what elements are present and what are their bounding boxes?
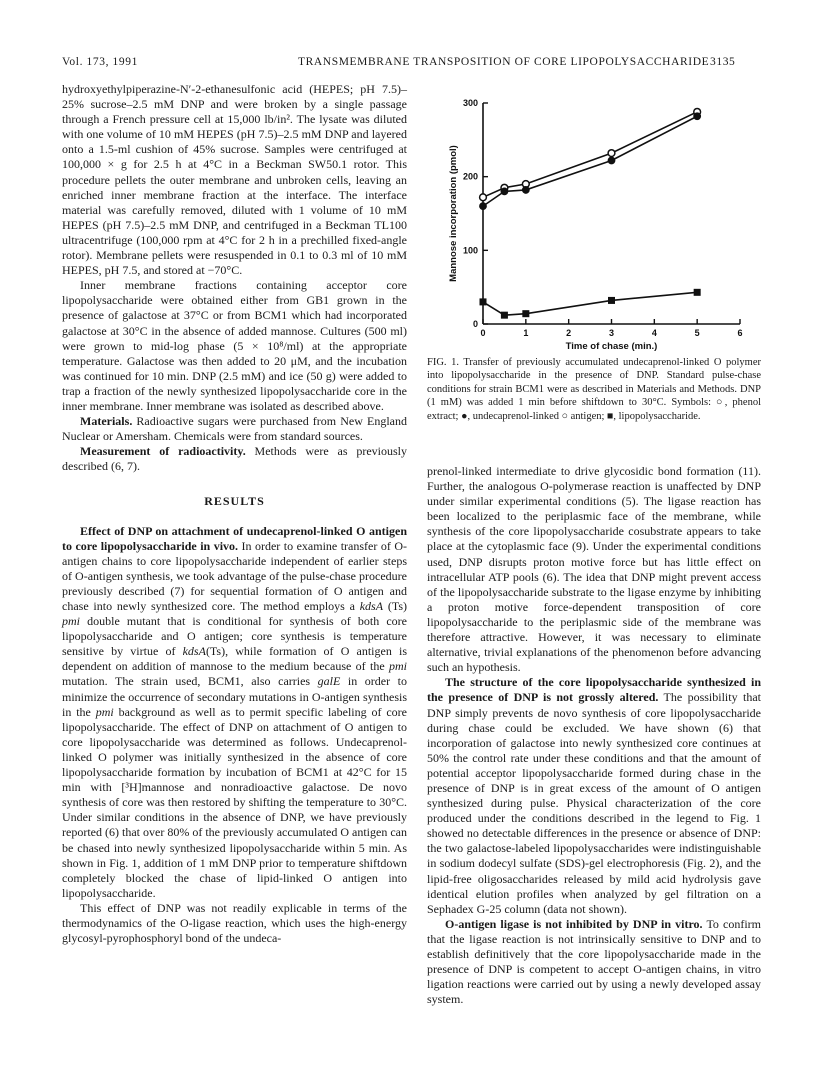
materials-heading: Materials. <box>80 414 133 429</box>
data-point-filled-circle <box>694 113 701 120</box>
structure-heading: The structure of the core lipopolysaccharide synthesized in the presence of DNP is not grossly altered. <box>427 675 761 705</box>
data-point-filled-square <box>522 310 529 317</box>
gene-name: pmi <box>62 614 80 629</box>
volume-label: Vol. 173, 1991 <box>62 56 138 68</box>
results-text: (Ts) <box>383 599 407 613</box>
results-paragraph-2: This effect of DNP was not readily explicable in terms of the thermodynamics of the O-ligase reaction, which uses the high-energy glycosyl-pyrophosphoryl bond of the undeca- <box>62 900 407 946</box>
gene-name: kdsA <box>182 644 206 659</box>
results-text: In order to examine transfer of O-antigen chains to core lipopolysaccharide independent of earlier steps of O-antigen synthesis, we took advantage of the pulse-chase procedure previously described (7) for sequential formation of O antigen and chase into newly synthesized core. The method employs a <box>62 538 407 613</box>
figure-1 <box>420 88 760 368</box>
y-tick-label: 0 <box>472 319 478 329</box>
data-point-open-circle <box>480 194 487 201</box>
structure-text: The possibility that DNP simply prevents de novo synthesis of core lipopolysaccharide during chase could be excluded. We have shown (6) that incorporation of galactose into newly synthesized core continues at 50% the control rate under these conditions and that the amount of potential acceptor lipopolysaccharide formed during chase in the presence of DNP is in great excess of the amount of O antigen synthesized during pulse. Physical characterization of the core produced under the conditions described in the legend to Fig. 1 showed no detectable differences in the presence or absence of DNP: the two galactose-labeled lipopolysaccharides were indistinguishable in sodium dodecyl sulfate (SDS)-gel electrophoresis (Fig. 2), and the lipid-free oligosaccharides released by mild acid hydrolysis gave identical elution profiles when analyzed by gel filtration on a Sephadex G-25 column (data not shown). <box>427 690 761 916</box>
data-point-filled-square <box>608 297 615 304</box>
radioactivity-paragraph <box>62 444 407 474</box>
x-tick-label: 5 <box>694 328 700 338</box>
x-tick-label: 1 <box>523 328 529 338</box>
page-number: 3135 <box>710 56 736 68</box>
left-column <box>62 82 407 946</box>
data-point-filled-square <box>501 312 508 319</box>
y-tick-label: 200 <box>462 171 478 182</box>
methods-paragraph-2: Inner membrane fractions containing acceptor core lipopolysaccharide were obtained either from GB1 grown in the presence of galactose at 37°C or from BCM1 which had incorporated galactose at 30°C in the absence of added mannose. Cultures (500 ml) were grown to mid-log phase (5 × 10⁸/ml) at the appropriate temperature. Galactose was then added to 20 μM, and the incubation was continued for 10 min. DNP (2.5 mM) and ice (50 g) were added to trap a fraction of the newly synthesized lipopolysaccharide core in the inner membrane. Inner membrane was isolated as described above. <box>62 278 407 413</box>
results-text: background as well as to permit specific labeling of core lipopolysaccharide. The effect of DNP on attachment of O antigen to core lipopolysaccharide was determined as follows. Undecaprenol-linked O polymer was initially synthesized in the absence of core lipopolysaccharide formation by incubation of BCM1 at 42°C for 15 min with [³H]mannose and nonradioactive galactose. De novo synthesis of core was then restored by shifting the temperature to 30°C. Under similar conditions in the absence of DNP, we have previously reported (6) that over 80% of the previously accumulated O antigen can be chased into newly synthesized lipopolysaccharide within 5 min. As shown in Fig. 1, addition of 1 mM DNP prior to temperature shiftdown completely blocked the chase of lipid-linked O antigen into lipopolysaccharide. <box>62 704 407 900</box>
series-line <box>483 292 697 315</box>
results-text: (Ts), while formation of O antigen is dependent on addition of mannose to the medium because of the <box>62 644 407 674</box>
x-tick-label: 6 <box>737 328 743 338</box>
data-point-filled-circle <box>501 188 508 195</box>
x-axis-label: Time of chase (min.) <box>565 341 658 352</box>
results-text: mutation. The strain used, BCM1, also carries <box>62 674 318 689</box>
right-paragraph-3 <box>427 917 761 1008</box>
gene-name: kdsA <box>359 599 384 613</box>
data-point-filled-circle <box>480 203 487 210</box>
results-paragraph-1 <box>62 524 407 901</box>
running-title: TRANSMEMBRANE TRANSPOSITION OF CORE LIPOPOLYSACCHARIDE <box>298 56 710 68</box>
dnp-effect-heading: Effect of DNP on attachment of undecaprenol-linked O antigen to core lipopolysaccharide in vivo. <box>62 523 407 553</box>
figure-label: FIG. 1. <box>427 357 459 368</box>
running-header <box>62 56 762 72</box>
data-point-filled-circle <box>608 157 615 164</box>
radioactivity-text: Methods were as previously described (6, 7). <box>62 444 407 474</box>
data-point-filled-square <box>480 298 487 305</box>
data-point-filled-square <box>694 289 701 296</box>
right-column <box>427 464 761 1007</box>
right-paragraph-1: prenol-linked intermediate to drive glycosidic bond formation (11). Further, the analogous O-polymerase reaction is unaffected by DNP under similar experimental conditions (5). The ligase reaction has been localized to the periplasmic face of the membrane, while synthesis of the core lipopolysaccharide cosubstrate appears to take place at the cytoplasmic face (9). Under the experimental conditions used, DNP disrupts proton motive force but has little effect on intracellular ATP pools (6). The idea that DNP might prevent access of the lipopolysaccharide substrate to the ligase enzyme by inhibiting a proton motive force-dependent transposition of core lipopolysaccharide to the periplasmic side of the membrane was therefore attractive. However, it was necessary to eliminate alternative, trivial explanations of the phenomenon before advancing such an hypothesis. <box>427 464 761 675</box>
figure-caption-text: Transfer of previously accumulated undecaprenol-linked O polymer into lipopolysaccharide in the presence of DNP. Standard pulse-chase conditions for strain BCM1 were as described in Materials and Methods. DNP (1 mM) was added 1 min before shiftdown to 30°C. Symbols: ○, phenol extract; ●, undecaprenol-linked ○ antigen; ■, lipopolysaccharide. <box>427 357 761 422</box>
gene-name: pmi <box>389 659 407 674</box>
data-point-filled-circle <box>522 187 529 194</box>
y-tick-label: 300 <box>462 98 478 108</box>
x-tick-label: 4 <box>651 328 657 338</box>
y-tick-label: 100 <box>462 245 478 256</box>
x-tick-label: 0 <box>480 328 486 338</box>
y-axis-label: Mannose incorporation (pmol) <box>448 145 459 282</box>
materials-paragraph <box>62 414 407 444</box>
methods-paragraph-1: hydroxyethylpiperazine-N′-2-ethanesulfonic acid (HEPES; pH 7.5)–25% sucrose–2.5 mM DNP and were broken by a single passage through a French pressure cell at 15,000 lb/in². The lysate was diluted with one volume of 10 mM HEPES (pH 7.5)–2.5 mM DNP and layered onto a 1.5-ml cushion of 45% sucrose. Samples were centrifuged at 100,000 × g for 2.5 h at 4°C in a Beckman SW50.1 rotor. This procedure pellets the outer membrane and unbroken cells, leaving an enriched inner membrane fraction at the interface. The interface material was carefully removed, diluted with 1 volume of 10 mM HEPES (pH 7.5)–2.5 mM DNP, and centrifuged in a Beckman TL100 ultracentrifuge (100,000 rpm at 4°C for 2 h in a prechilled fixed-angle rotor). Membrane pellets were resuspended in 0.1 to 0.3 ml of 10 mM HEPES, pH 7.5, and stored at −70°C. <box>62 82 407 278</box>
ligase-heading: O-antigen ligase is not inhibited by DNP in vitro. <box>445 916 703 931</box>
results-text: double mutant that is conditional for synthesis of both core lipopolysaccharide and O antigen; core synthesis is temperature sensitive by virtue of <box>62 614 407 659</box>
x-tick-label: 3 <box>608 328 615 338</box>
series-line <box>483 112 697 197</box>
data-point-open-circle <box>608 150 615 157</box>
ligase-text: To confirm that the ligase reaction is not intrinsically sensitive to DNP and to establish definitively that the core lipopolysaccharide made in the presence of DNP is competent to accept O-antigen chains, in vitro ligation reactions were carried out by using a newly developed assay system. <box>427 916 762 1007</box>
gene-name: galE <box>317 674 341 689</box>
x-tick-label: 2 <box>566 328 572 338</box>
gene-name: pmi <box>95 704 114 719</box>
radioactivity-heading: Measurement of radioactivity. <box>80 444 246 459</box>
results-text: in order to minimize the occurrence of secondary mutations in O-antigen synthesis in the <box>62 674 407 719</box>
right-paragraph-2 <box>427 675 761 917</box>
materials-text: Radioactive sugars were purchased from New England Nuclear or Amersham. Chemicals were from standard sources. <box>62 414 407 444</box>
figure-caption <box>427 356 761 423</box>
results-heading: RESULTS <box>204 494 265 509</box>
chart <box>420 88 760 358</box>
